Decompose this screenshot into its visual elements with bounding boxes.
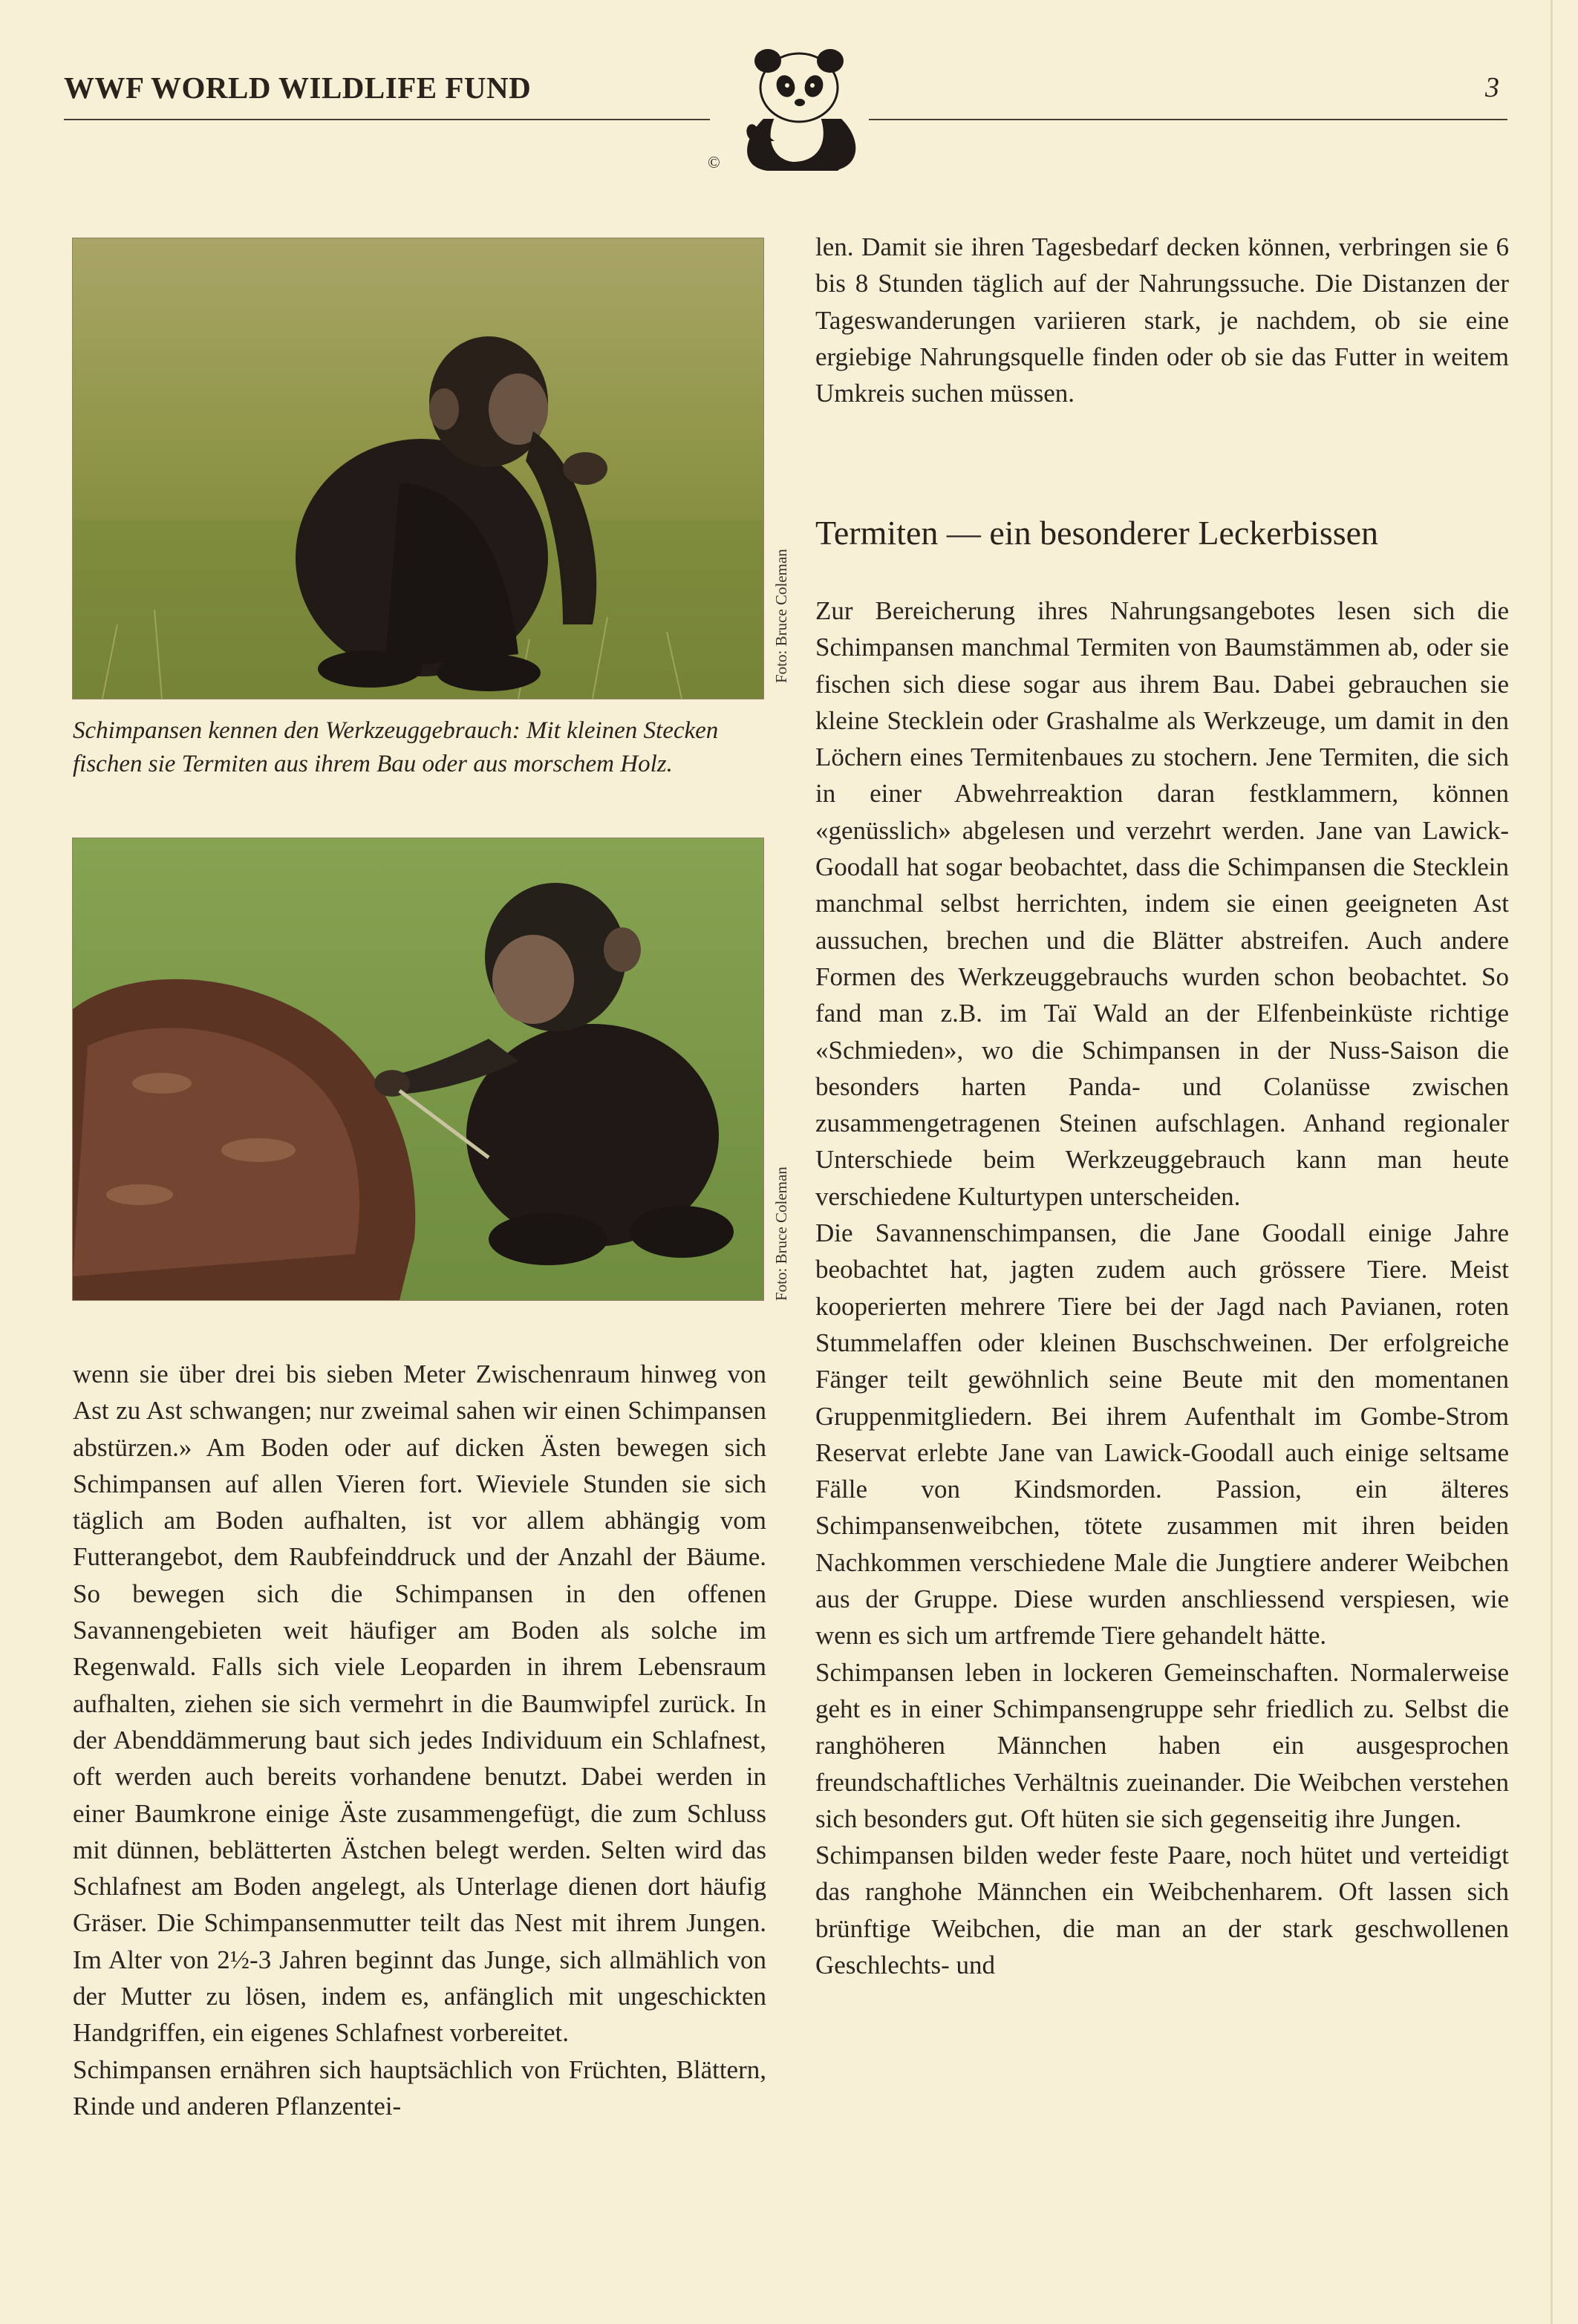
right-paragraph-2: Die Savannenschimpansen, die Jane Goodall einige Jahre beobachtet hat, jagten zudem auch grössere Tiere. Meist kooperierten mehrere Tiere bei der Jagd nach Pavianen, roten Stummelaffen oder kleinen Buschschweinen. Der erfolgreiche Fänger teilt gewöhnlich seine Beute mit den momentanen Gruppenmitgliedern. Bei ihrem Aufenthalt im Gombe-Strom Reservat erlebte Jane van Lawick-Goodall auch einige seltsame Fälle von Kindsmorden. Passion, ein älteres Schimpansenweibchen, tötete zusammen mit ihren beiden Nachkommen verschiedene Male die Jungtiere anderer Weibchen aus der Gruppe. Diese wurden anschliessend verspiesen, wie wenn es sich um artfremde Tiere gehandelt hätte. [815, 1218, 1509, 1651]
copyright-mark: © [708, 153, 720, 172]
right-paragraph-3: Schimpansen leben in lockeren Gemeinschaften. Normalerweise geht es in einer Schimpansengruppe sehr friedlich zu. Selbst die ranghöheren Männchen haben ein ausgesprochen freundschaftliches Verhältnis zueinander. Die Weibchen verstehen sich besonders gut. Oft hüten sie sich gegenseitig ihre Jungen. [815, 1657, 1509, 1833]
page-edge [1551, 0, 1553, 2324]
photo-credit-bottom: Foto: Bruce Coleman [772, 1166, 790, 1301]
header-title: WWF WORLD WILDLIFE FUND [64, 71, 532, 105]
right-column-intro [815, 229, 1509, 411]
photo-chimp-eating [72, 238, 764, 699]
header-rule-right [869, 119, 1507, 120]
left-column [73, 1356, 766, 2124]
panda-logo-icon [711, 30, 875, 178]
right-intro-paragraph: len. Damit sie ihren Tagesbedarf decken können, verbringen sie 6 bis 8 Stunden täglich auf der Nahrungssuche. Die Distanzen der Tageswanderungen variieren stark, je nachdem, ob sie eine ergiebige Nahrungsquelle finden oder ob sie das Futter in weitem Umkreis suchen müssen. [815, 232, 1509, 408]
left-paragraph-2: Schimpansen ernähren sich hauptsächlich von Früchten, Blättern, Rinde und anderen Pflanzentei- [73, 2054, 766, 2121]
right-paragraph-4: Schimpansen bilden weder feste Paare, noch hütet und verteidigt das ranghohe Männchen ein Weibchenharem. Oft lassen sich brünftige Weibchen, die man an der stark geschwollenen Geschlechts- und [815, 1841, 1509, 1979]
photo-caption: Schimpansen kennen den Werkzeuggebrauch: Mit kleinen Stecken fischen sie Termiten aus ihrem Bau oder aus morschem Holz. [73, 717, 719, 777]
photo-chimp-termite-mound [72, 838, 764, 1301]
left-paragraph-1: wenn sie über drei bis sieben Meter Zwischenraum hinweg von Ast zu Ast schwangen; nur zweimal sahen wir einen Schimpansen abstürzen.» Am Boden oder auf dicken Ästen bewegen sich Schimpansen auf allen Vieren fort. Wieviele Stunden sie sich täglich am Boden aufhalten, ist vor allem abhängig vom Futterangebot, dem Raubfeinddruck und der Anzahl der Bäume. So bewegen sich die Schimpansen in den offenen Savannengebieten weit häufiger am Boden als solche im Regenwald. Falls sich viele Leoparden in ihrem Lebensraum aufhalten, ziehen sie sich vermehrt in die Baumwipfel zurück. In der Abenddämmerung baut sich jedes Individuum ein Schlafnest, oft werden auch bereits vorhandene benutzt. Dabei werden in einer Baumkrone einige Äste zusammengefügt, die zum Schluss mit dünnen, beblätterten Ästchen belegt werden. Selten wird das Schlafnest am Boden angelegt, als Unterlage dienen dort häufig Gräser. Die Schimpansenmutter teilt das Nest mit ihrem Jungen. Im Alter von 2½-3 Jahren beginnt das Junge, sich allmählich von der Mutter zu lösen, indem es, anfänglich mit ungeschickten Handgriffen, ein eigenes Schlafnest vorbereitet. [73, 1360, 766, 2048]
photo-credit-top: Foto: Bruce Coleman [772, 549, 790, 683]
page-number: 3 [1485, 72, 1499, 103]
section-heading-block [815, 511, 1509, 555]
right-paragraph-1: Zur Bereicherung ihres Nahrungsangebotes lesen sich die Schimpansen manchmal Termiten von Baumstämmen ab, oder sie fischen sich diese sogar aus ihrem Bau. Dabei gebrauchen sie kleine Stecklein oder Grashalme als Werkzeuge, um damit in den Löchern eines Termitenbaues zu stochern. Jene Termiten, die sich in einer Abwehrreaktion daran festklammern, können «genüsslich» abgelesen und verzehrt werden. Jane van Lawick-Goodall hat sogar beobachtet, dass die Schimpansen die Stecklein manchmal selbst herrichten, indem sie einen geeigneten Ast aussuchen, brechen und die Blätter abstreifen. Auch andere Formen des Werkzeuggebrauchs wurden schon beobachtet. So fand man z.B. im Taï Wald an der Elfenbeinküste richtige «Schmieden», wo die Schimpansen in der Nuss-Saison die besonders harten Panda- und Colanüsse zwischen zusammengetragenen Steinen aufschlagen. Anhand regionaler Unterschiede beim Werkzeuggebrauch kann man heute verschiedene Kulturtypen unterscheiden. [815, 596, 1509, 1211]
header-rule-left [64, 119, 710, 120]
right-column [815, 593, 1509, 1983]
section-heading: Termiten — ein besonderer Leckerbissen [815, 514, 1379, 552]
